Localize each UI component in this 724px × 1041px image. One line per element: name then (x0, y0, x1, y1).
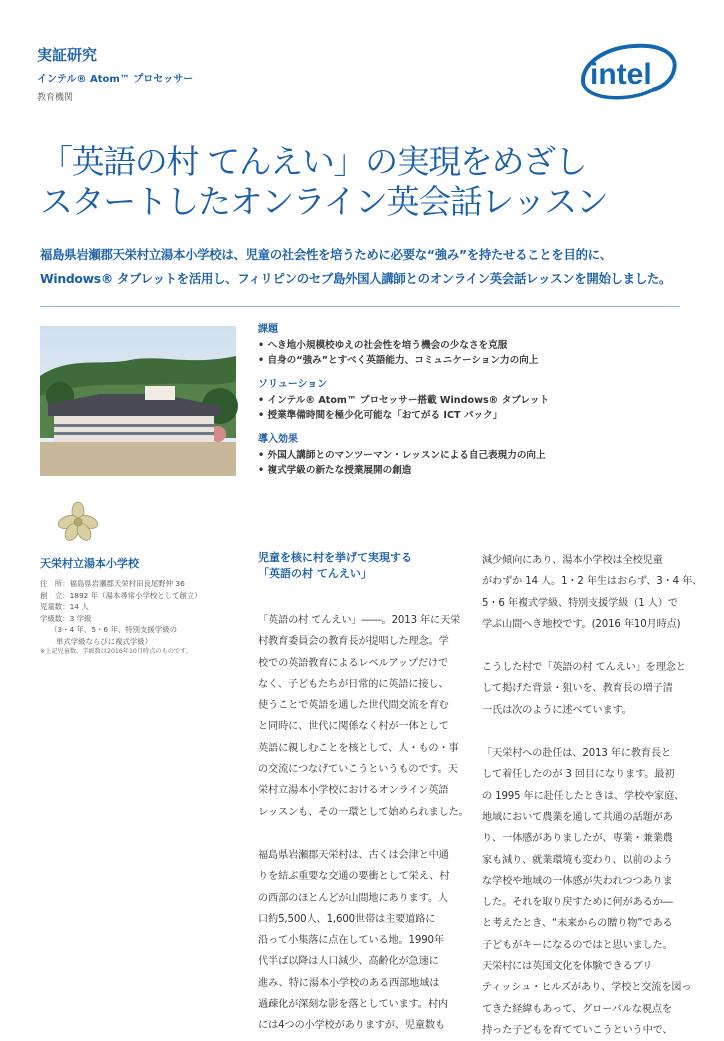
paragraph (482, 657, 692, 721)
school-info (40, 555, 240, 657)
lead-paragraph (40, 243, 690, 291)
paragraph-line: の交流につなげていこうというものです。天 (258, 764, 458, 776)
paragraph-line: なく、子どもたちが日常的に英語に接し、 (258, 678, 449, 690)
intel-logo (574, 40, 680, 108)
page-header (37, 46, 193, 103)
school-crest-icon (56, 500, 100, 542)
paragraph (258, 845, 468, 1037)
paragraph-line: 使うことで英語を通した世代間交流を育む (258, 700, 449, 712)
effect-heading: 導入効果 (258, 434, 298, 445)
intel-logo-text: intel (590, 58, 652, 91)
paragraph-line: 子どもがキーになるのではと思いました。 (482, 939, 673, 951)
paragraph (482, 550, 703, 635)
paragraph-line: こうした村で「英語の村 てんえい」を理念と (482, 662, 686, 674)
paragraph-line: てきた経緯もあって、グローバルな視点を (482, 1003, 672, 1015)
paragraph-line: 5・6 年複式学級、特別支援学級（1 人）で (482, 597, 678, 609)
article-subhead-line: 「英語の村 てんえい」 (258, 567, 372, 580)
article-subhead-line: 児童を核に村を挙げて実現する (258, 551, 412, 564)
paragraph-line: 「天栄村への赴任は、2013 年に教育長と (482, 748, 672, 760)
paragraph-line: 栄村立湯本小学校におけるオンライン英語 (258, 785, 449, 797)
article-column-2 (482, 550, 703, 1041)
effect-item: • 複式学級の新たな授業展開の創造 (258, 463, 678, 478)
paragraph-line: と考えたとき、“未来からの贈り物”である (482, 918, 673, 930)
paragraph (258, 610, 468, 823)
paragraph-line: ティッシュ・ヒルズがあり、学校と交流を図っ (482, 982, 692, 994)
issue-item: • へき地小規模校ゆえの社会性を培う機会の少なさを克服 (258, 338, 678, 353)
product-label: インテル® Atom™ プロセッサー (37, 74, 194, 85)
paragraph-line: 天栄村には英国文化を体験できるブリ (482, 961, 653, 973)
effect-item: • 外国人講師とのマンツーマン・レッスンによる自己表現力の向上 (258, 448, 678, 463)
paragraph-line: の 1995 年に赴任したときは、学校や家庭、 (482, 790, 685, 802)
paragraph-line: には4つの小学校がありますが、児童数も (258, 1020, 446, 1032)
paragraph-line: 英語に親しむことを核として、人・もの・事 (258, 742, 459, 754)
paragraph-line: して掲げた背景・狙いを、教育長の増子清 (482, 683, 673, 695)
school-founded: 創 立：1892 年（湯本尋常小学校として創立） (40, 590, 202, 600)
school-classes: 学級数：3 学級 (40, 613, 92, 623)
paragraph-line: 校での英語教育によるレベルアップだけで (258, 657, 448, 669)
paragraph-line: した。それを取り戻すために何があるか― (482, 897, 673, 909)
paragraph-line: りを結ぶ重要な交通の要衝として栄え、村 (258, 871, 450, 883)
divider (40, 306, 680, 307)
sector-label: 教育機関 (37, 93, 74, 103)
headline-line-1: 「英語の村 てんえい」の実現をめざし (40, 142, 587, 181)
paragraph-line: して着任したのが 3 回目になります。最初 (482, 769, 675, 781)
paragraph-line: と同時に、世代に関係なく村が一体として (258, 721, 449, 733)
paragraph-line: 持った子どもを育てていこうという中で、 (482, 1024, 673, 1036)
school-note: ※上記児童数、学級数は2016年10月時点のものです。 (40, 648, 193, 655)
paragraph-line: 村教育委員会の教育長が提唱した理念。学 (258, 636, 449, 648)
school-address: 住 所：福島県岩瀬郡天栄村田良尾野仲 36 (40, 579, 185, 588)
paragraph-line: がわずか 14 人。1・2 年生はおらず、3・4 年、 (482, 576, 703, 588)
paragraph-line: 口約5,500人、1,600世帯は主要道路に (258, 913, 436, 925)
paragraph-line: り、一体感がありましたが、専業・兼業農 (482, 833, 673, 845)
paragraph-line: 「英語の村 てんえい」――。2013 年に天栄 (258, 615, 461, 626)
paragraph-line: 学ぶ山間へき地校です。(2016 年10月時点) (482, 618, 681, 630)
paragraph-line: 過疎化が深刻な影を落としています。村内 (258, 999, 448, 1011)
paragraph-line: 家も減り、就業環境も変わり、以前のよう (482, 854, 673, 866)
solution-item: • 授業準備時間を極少化可能な「おてがる ICT パック」 (258, 408, 678, 423)
headline-line-2: スタートしたオンライン英会話レッスン (40, 182, 608, 221)
paragraph-line: 沿って小集落に点在している地。1990年 (258, 935, 444, 947)
paragraph (482, 743, 692, 1041)
school-classes-detail: （3・4 年、5・6 年、特別支援学級の (50, 625, 177, 634)
solution-item: • インテル® Atom™ プロセッサー搭載 Windows® タブレット (258, 393, 678, 408)
summary-box (258, 320, 678, 478)
paragraph-line: な学校や地域の一体感が失われつつありま (482, 875, 673, 887)
paragraph-line: 福島県岩瀬郡天栄村は、古くは会津と中通 (258, 849, 449, 861)
school-students: 児童数：14 人 (40, 602, 89, 611)
issue-item: • 自身の“強み”とすべく英語能力、コミュニケーション力の向上 (258, 353, 678, 368)
school-name: 天栄村立湯本小学校 (40, 557, 139, 570)
lead-line-1: 福島県岩瀬郡天栄村立湯本小学校は、児童の社会性を培うために必要な“強み”を持たせることを目的に、 (40, 247, 612, 262)
solution-heading: ソリューション (258, 379, 328, 390)
paragraph-line: 地域において農業を通して共通の話題があ (482, 811, 673, 823)
lead-line-2: Windows® タブレットを活用し、フィリピンのセブ島外国人講師とのオンライン英会話レッスンを開始しました。 (40, 271, 672, 286)
issue-heading: 課題 (258, 324, 278, 335)
paragraph-line: 代半ば以降は人口減少、高齢化が急速に (258, 956, 439, 968)
paragraph-line: 減少傾向にあり、湯本小学校は全校児童 (482, 555, 663, 566)
category-label: 実証研究 (37, 46, 98, 64)
headline (40, 142, 690, 222)
paragraph-line: の西部のほとんどが山間地にあります。人 (258, 892, 448, 904)
school-photo (40, 326, 236, 476)
paragraph-line: 進み、特に湯本小学校のある西部地域は (258, 977, 440, 989)
paragraph-line: レッスンも、その一環として始められました。 (258, 806, 469, 818)
school-classes-detail: 単式学級ならびに複式学級） (56, 636, 153, 646)
article-column-1 (258, 550, 468, 1037)
paragraph-line: 一氏は次のように述べています。 (482, 704, 632, 716)
